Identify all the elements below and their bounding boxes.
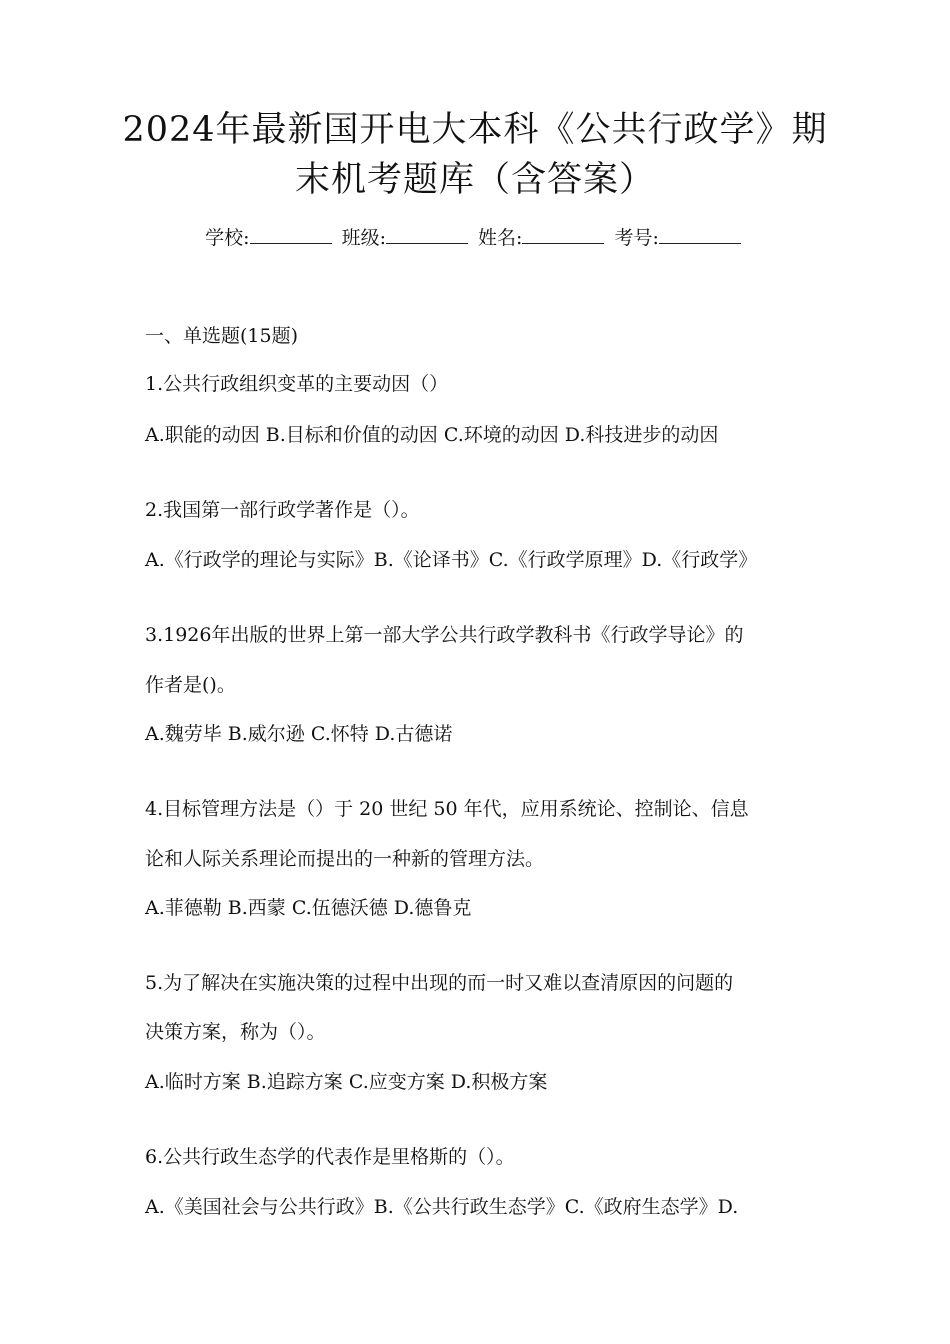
student-info-row	[0, 224, 950, 252]
question-3-options: A.魏劳毕 B.威尔逊 C.怀特 D.古德诺	[145, 723, 453, 745]
question-4-options: A.菲德勒 B.西蒙 C.伍德沃德 D.德鲁克	[145, 897, 472, 919]
question-5-options: A.临时方案 B.追踪方案 C.应变方案 D.积极方案	[145, 1071, 548, 1093]
question-4-stem-line-1: 4.目标管理方法是（）于 20 世纪 50 年代，应用系统论、控制论、信息	[145, 798, 749, 820]
question-3-stem-line-2: 作者是()。	[145, 674, 236, 696]
class-label: 班级:	[341, 227, 386, 249]
question-5-stem-line-2: 决策方案，称为（）。	[145, 1021, 326, 1043]
name-label: 姓名:	[478, 227, 523, 249]
document-title-line-2: 末机考题库（含答案）	[294, 160, 655, 200]
document-title-line-1: 2024年最新国开电大本科《公共行政学》期	[122, 110, 828, 150]
id-blank[interactable]	[659, 225, 741, 244]
school-blank[interactable]	[250, 225, 332, 244]
question-1-options: A.职能的动因 B.目标和价值的动因 C.环境的动因 D.科技进步的动因	[145, 424, 719, 446]
question-1-stem: 1.公共行政组织变革的主要动因（）	[145, 373, 449, 395]
question-5-stem-line-1: 5.为了解决在实施决策的过程中出现的而一时又难以查清原因的问题的	[145, 972, 734, 994]
question-4-stem-line-2: 论和人际关系理论而提出的一种新的管理方法。	[145, 848, 545, 870]
question-2-stem: 2.我国第一部行政学著作是（）。	[145, 499, 420, 521]
question-6-options: A.《美国社会与公共行政》B.《公共行政生态学》C.《政府生态学》D.	[145, 1196, 739, 1218]
id-label: 考号:	[614, 227, 659, 249]
question-6-stem: 6.公共行政生态学的代表作是里格斯的（）。	[145, 1146, 515, 1168]
section-heading: 一、单选题(15题)	[145, 325, 299, 347]
school-label: 学校:	[205, 227, 250, 249]
question-2-options: A.《行政学的理论与实际》B.《论译书》C.《行政学原理》D.《行政学》	[145, 549, 758, 571]
question-3-stem-line-1: 3.1926年出版的世界上第一部大学公共行政学教科书《行政学导论》的	[145, 624, 744, 646]
name-blank[interactable]	[522, 225, 604, 244]
class-blank[interactable]	[386, 225, 468, 244]
